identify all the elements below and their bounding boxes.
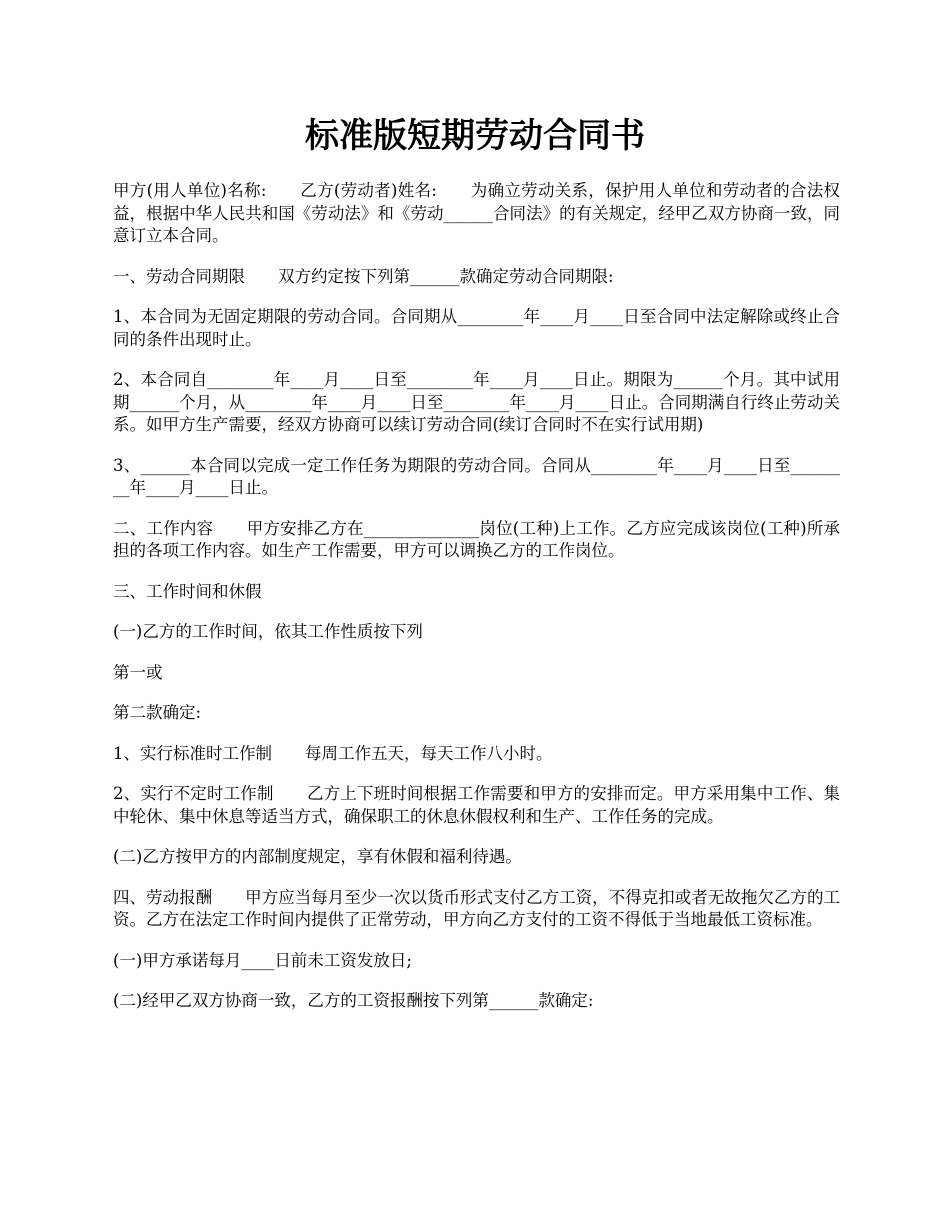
paragraph-intro: 甲方(用人单位)名称: 乙方(劳动者)姓名: 为确立劳动关系，保护用人单位和劳动者的合法权益，根据中华人民共和国《劳动法》和《劳动______合同法》的有关规定，经甲乙双方协商一致，同意订立本合同。	[113, 181, 840, 245]
paragraph-pay-method: (二)经甲乙双方协商一致，乙方的工资报酬按下列第______款确定:	[113, 991, 594, 1010]
paragraph-leave-benefits: (二)乙方按甲方的内部制度规定，享有休假和福利待遇。	[113, 847, 522, 866]
paragraph-section-1-term: 一、劳动合同期限 双方约定按下列第______款确定劳动合同期限:	[113, 266, 614, 286]
paragraph-flexible-hours: 2、实行不定时工作制 乙方上下班时间根据工作需要和甲方的安排而定。甲方采用集中工作、集中轮休、集中休息等适当方式，确保职工的休息休假权利和生产、工作任务的完成。	[113, 784, 840, 826]
paragraph-first-or: 第一或	[113, 662, 163, 682]
paragraph-pay-day: (一)甲方承诺每月____日前未工资发放日;	[113, 950, 412, 970]
paragraph-term-option-2: 2、本合同自________年____月____日至________年____月____日止。期限为______个月。其中试用期______个月，从________年____月____日至________年____月____日止。合同期满自行终止劳动关系。如甲方生产需要，经双方协商可以续订劳动合同(续订合同时不在实行试用期)	[113, 370, 840, 434]
paragraph-second-clause: 第二款确定:	[113, 703, 202, 722]
paragraph-standard-hours: 1、实行标准时工作制 每周工作五天，每天工作八小时。	[113, 743, 553, 763]
paragraph-section-3-heading: 三、工作时间和休假	[113, 581, 262, 601]
document-title: 标准版短期劳动合同书	[305, 116, 645, 156]
document-body	[113, 180, 840, 1031]
paragraph-section-4-pay: 四、劳动报酬 甲方应当每月至少一次以货币形式支付乙方工资，不得克扣或者无故拖欠乙方的工资。乙方在法定工作时间内提供了正常劳动，甲方向乙方支付的工资不得低于当地最低工资标准。	[113, 887, 840, 929]
paragraph-work-hours: (一)乙方的工作时间，依其工作性质按下列	[113, 622, 423, 641]
paragraph-term-option-3: 3、______本合同以完成一定工作任务为期限的劳动合同。合同从________年____月____日至________年____月____日止。	[113, 455, 840, 497]
paragraph-term-option-1: 1、本合同为无固定期限的劳动合同。合同期从________年____月____日至合同中法定解除或终止合同的条件出现时止。	[113, 307, 840, 349]
paragraph-section-2-work: 二、工作内容 甲方安排乙方在______________岗位(工种)上工作。乙方应完成该岗位(工种)所承担的各项工作内容。如生产工作需要，甲方可以调换乙方的工作岗位。	[113, 518, 840, 560]
